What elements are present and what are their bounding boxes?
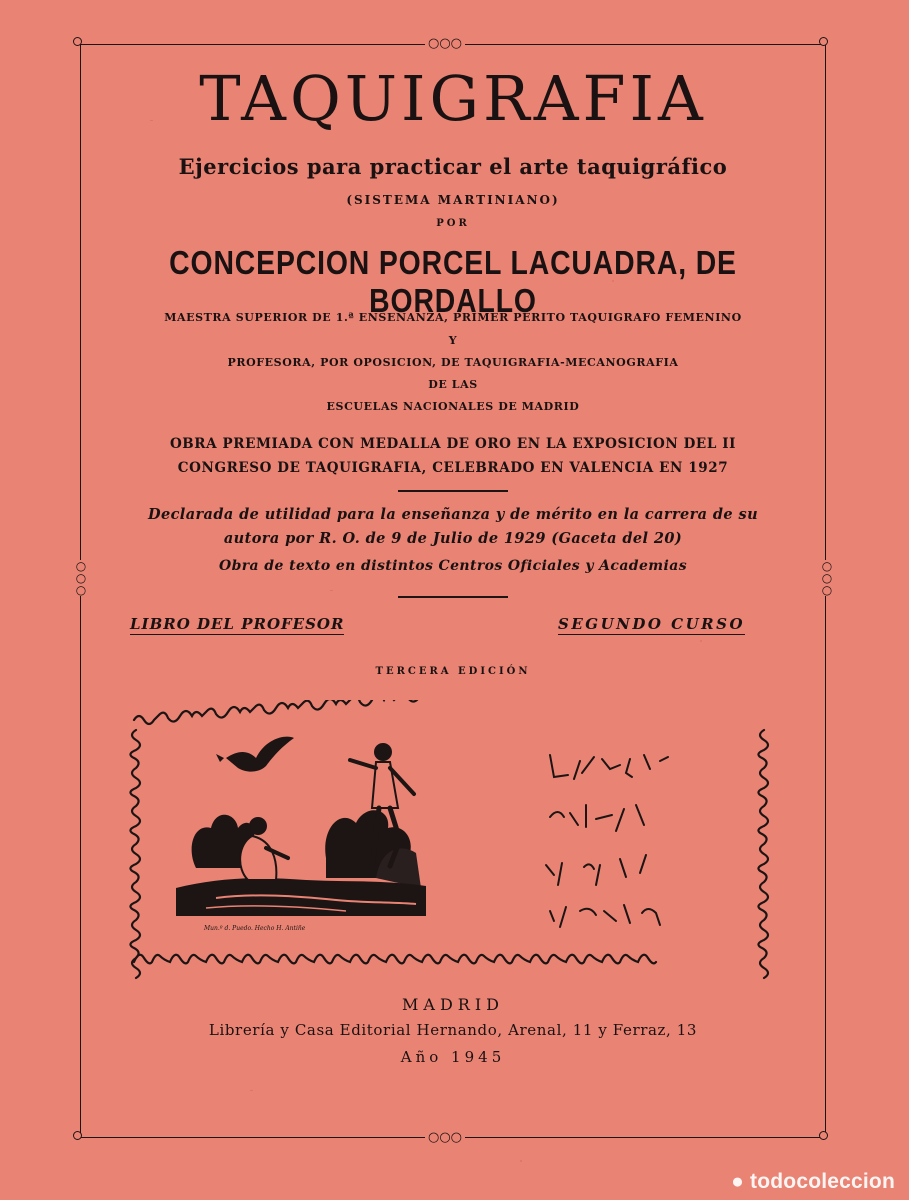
left-ornament-icon: ○ ○ ○ bbox=[75, 559, 87, 597]
watermark: ● todocoleccion bbox=[731, 1170, 895, 1193]
textbook-note: Obra de texto en distintos Centros Oficiales y Academias bbox=[219, 558, 687, 574]
author-credential: ESCUELAS NACIONALES DE MADRID bbox=[326, 400, 580, 413]
course-label: SEGUNDO CURSO bbox=[558, 615, 746, 633]
publication-year: Año 1945 bbox=[400, 1048, 506, 1066]
divider bbox=[398, 596, 508, 598]
watermark-icon: ● bbox=[731, 1170, 751, 1193]
bottom-ornament-icon: ○○○ bbox=[425, 1131, 465, 1144]
engraving-illustration bbox=[176, 728, 426, 934]
publication-place: MADRID bbox=[402, 995, 504, 1014]
declaration-text: autora por R. O. de 9 de Julio de 1929 (Gaceta del 20) bbox=[223, 530, 683, 547]
publisher-line: Librería y Casa Editorial Hernando, Arenal, 11 y Ferraz, 13 bbox=[208, 1021, 698, 1039]
engraving-caption: Mun.º d. Puedo. Hecho H. Antiñe bbox=[204, 925, 306, 932]
shorthand-sample bbox=[520, 735, 710, 935]
corner-ornament-icon bbox=[73, 37, 82, 46]
dove-icon bbox=[216, 737, 294, 772]
author-credential: MAESTRA SUPERIOR DE 1.ª ENSEÑANZA, PRIMER PERITO TAQUIGRAFO FEMENINO bbox=[164, 311, 742, 324]
author-name: CONCEPCION PORCEL LACUADRA, DE BORDALLO bbox=[169, 244, 737, 319]
system-name: (SISTEMA MARTINIANO) bbox=[346, 193, 560, 207]
author-credential: Y bbox=[448, 334, 458, 347]
award-text: CONGRESO DE TAQUIGRAFIA, CELEBRADO EN VALENCIA EN 1927 bbox=[177, 460, 729, 476]
edition-label: TERCERA EDICIÓN bbox=[375, 666, 531, 677]
author-credential: DE LAS bbox=[428, 378, 478, 391]
declaration-text: Declarada de utilidad para la enseñanza y de mérito en la carrera de su bbox=[147, 506, 759, 523]
book-subtitle: Ejercicios para practicar el arte taquigráfico bbox=[178, 154, 728, 179]
by-label: POR bbox=[436, 218, 470, 229]
corner-ornament-icon bbox=[73, 1131, 82, 1140]
book-title: TAQUIGRAFIA bbox=[199, 62, 707, 135]
divider bbox=[398, 490, 508, 492]
award-text: OBRA PREMIADA CON MEDALLA DE ORO EN LA EXPOSICION DEL II bbox=[169, 436, 737, 452]
author-credential: PROFESORA, POR OPOSICION, DE TAQUIGRAFIA-MECANOGRAFIA bbox=[227, 356, 679, 369]
corner-ornament-icon bbox=[819, 1131, 828, 1140]
top-ornament-icon: ○○○ bbox=[425, 37, 465, 50]
book-label: LIBRO DEL PROFESOR bbox=[130, 615, 345, 633]
corner-ornament-icon bbox=[819, 37, 828, 46]
right-ornament-icon: ○ ○ ○ bbox=[821, 559, 833, 597]
